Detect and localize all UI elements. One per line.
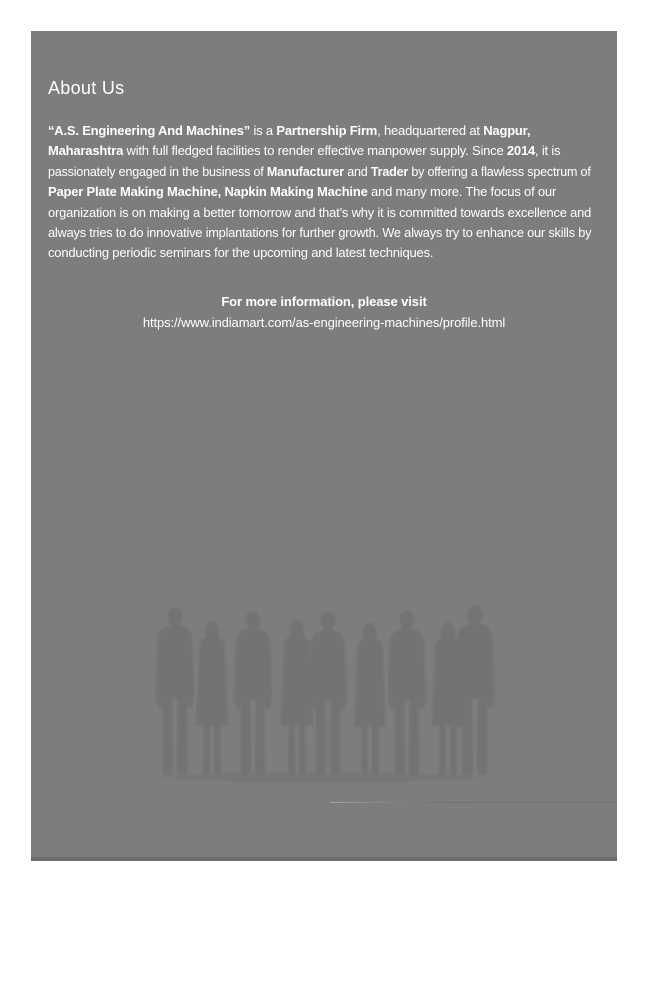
paragraph-line: Paper Plate Making Machine, Napkin Making Machine and many more. The focus of our [48, 184, 557, 200]
page-title: About Us [48, 78, 125, 98]
info-heading: For more information, please visit [221, 294, 427, 309]
info-block [31, 291, 617, 333]
about-paragraph [48, 121, 591, 264]
paragraph-line: passionately engaged in the business of Manufacturer and Trader by offering a flawless spectrum of [48, 163, 591, 179]
paragraph-line: always tries to do innovative implantations for further growth. We always try to enhance our skills by [48, 225, 592, 241]
profile-url-link[interactable]: https://www.indiamart.com/as-engineering-machines/profile.html [142, 315, 506, 330]
about-panel [31, 31, 617, 861]
image-edge-line [330, 802, 617, 803]
paragraph-line: “A.S. Engineering And Machines” is a Partnership Firm, headquartered at Nagpur, [48, 123, 531, 138]
business-team-silhouette-image [141, 597, 513, 783]
paragraph-line: conducting periodic seminars for the upcoming and latest techniques. [48, 245, 434, 261]
paragraph-line: organization is on making a better tomorrow and that’s why it is committed towards excellence and [48, 204, 592, 220]
paragraph-line: Maharashtra with full fledged facilities to render effective manpower supply. Since 2014, it is [48, 143, 561, 159]
